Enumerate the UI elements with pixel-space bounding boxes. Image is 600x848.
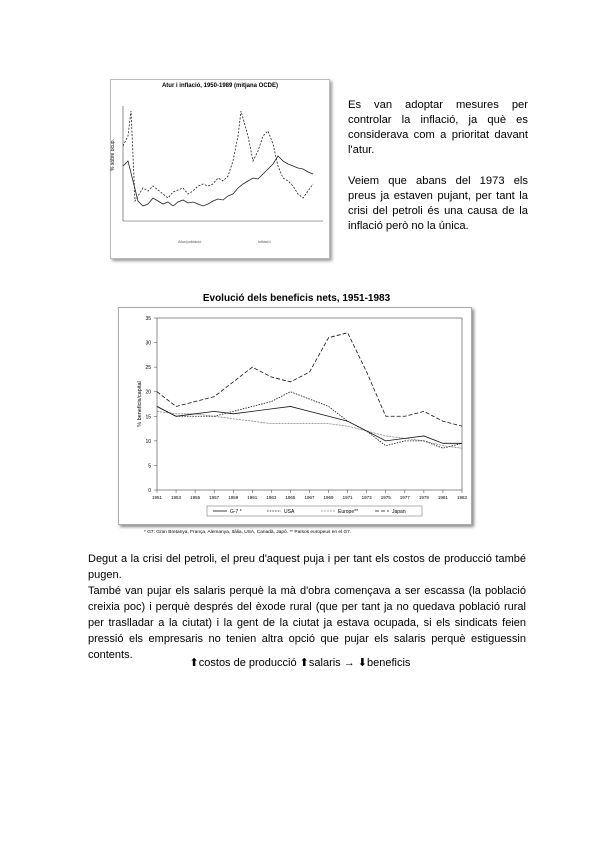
y-axis-label: % beneficis/capital — [137, 381, 143, 427]
x-tick-label: 1975 — [380, 495, 391, 500]
net-profits-figure — [118, 293, 475, 540]
body-paragraph: També van pujar els salaris perquè la mà d'obra començava a ser escassa (la població creixia poc) i perquè després del èxode rural (que per tant ja no quedava població rural per traslladar a la ciutat) i la gent de la ciutat ja estava ocupada, si els sindicats feien pressió els empresaris no tenien altra opció que pujar els salaris perquè estiguessin contents. — [88, 585, 526, 661]
plot-area — [157, 318, 462, 490]
x-tick-label: 1959 — [228, 495, 239, 500]
figure1-chart — [111, 92, 329, 256]
y-tick-label: 10 — [145, 438, 151, 445]
figure2-frame — [118, 307, 472, 525]
legend-label: USA — [284, 509, 295, 515]
y-tick-label: 15 — [145, 414, 151, 421]
x-tick-label: 1957 — [209, 495, 220, 500]
x-tick-label: 1965 — [285, 495, 296, 500]
y-tick-label: 0 — [148, 488, 151, 494]
x-tick-label: 1967 — [304, 495, 315, 500]
x-tick-label: 1963 — [266, 495, 277, 500]
body-paragraph: Degut a la crisi del petroli, el preu d'aquest puja i per tant els costos de producció també pugen. — [88, 553, 526, 581]
side-text-block — [348, 98, 528, 250]
unemployment-inflation-figure — [110, 79, 330, 259]
x-tick-label: 1971 — [342, 495, 353, 500]
y-tick-label: 25 — [145, 365, 151, 372]
down-arrow-icon: ⬇ — [357, 657, 368, 669]
x-tick-label: 1979 — [418, 495, 429, 500]
figure2-footnote: * G7: Gran Bretanya, França, Alemanya, Itàlia, USA, Canadà, Japó. ** Països europeus en el G7. — [144, 530, 352, 535]
series-line-g-7 — [157, 406, 462, 443]
x-tick-label: 1981 — [437, 495, 448, 500]
legend-label: G-7 * — [230, 509, 242, 515]
series-line-europe — [157, 411, 462, 448]
formula-term: salaris → — [308, 657, 355, 669]
profits-chart — [119, 308, 471, 524]
figure1-inflation-line — [123, 111, 313, 201]
up-arrow-icon: ⬆ — [189, 657, 199, 669]
side-paragraph: Es van adoptar mesures per controlar la inflació, ja què es considerava com a prioritat davant l'atur. — [348, 99, 528, 156]
series-line-usa — [157, 392, 462, 449]
side-paragraph: Veiem que abans del 1973 els preus ja estaven pujant, per tant la crisi del petroli és una causa de la inflació però no la única. — [348, 175, 528, 232]
y-tick-label: 30 — [145, 340, 151, 347]
figure1-title: Atur i inflació, 1950-1989 (mitjana OCDE) — [161, 83, 279, 89]
formula-term: beneficis — [367, 657, 411, 669]
x-tick-label: 1955 — [190, 495, 201, 500]
x-tick-label: 1977 — [399, 495, 410, 500]
formula-term: costos de producció — [198, 657, 297, 669]
figure1-unemployment-line — [123, 156, 313, 206]
legend-label: Europe** — [338, 509, 359, 515]
y-tick-label: 35 — [145, 316, 151, 322]
x-tick-label: 1973 — [361, 495, 372, 500]
x-tick-label: 1953 — [171, 495, 182, 500]
figure1-legend-item: Atur/població — [178, 239, 202, 244]
y-tick-label: 20 — [145, 389, 151, 396]
legend-label: Japan — [392, 509, 406, 515]
up-arrow-icon: ⬆ — [299, 657, 309, 669]
x-tick-label: 1983 — [456, 495, 468, 500]
figure1-ylabel: % sobre ocup. — [110, 139, 116, 171]
x-tick-label: 1969 — [323, 495, 334, 500]
figure2-title: Evolució dels beneficis nets, 1951-1983 — [202, 293, 391, 304]
x-tick-label: 1961 — [247, 495, 258, 500]
body-text-block — [88, 551, 526, 663]
x-tick-label: 1951 — [151, 495, 163, 500]
causal-chain — [0, 656, 600, 669]
y-tick-label: 5 — [148, 463, 151, 470]
series-line-japan — [157, 333, 462, 426]
figure1-legend-item: Inflació — [258, 239, 271, 244]
